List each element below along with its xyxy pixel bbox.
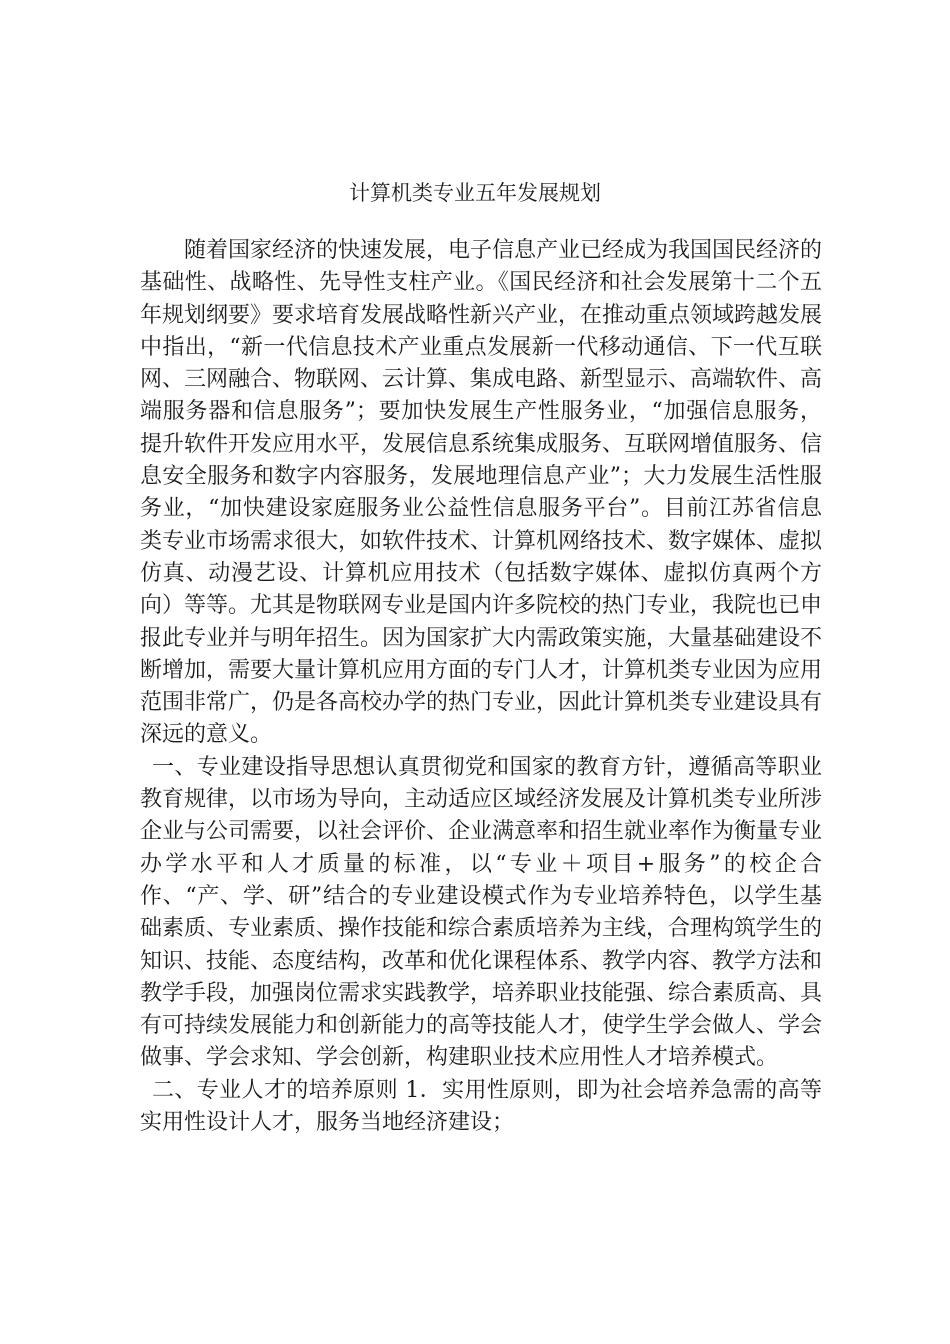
document-title: 计算机类专业五年发展规划	[349, 181, 601, 205]
guiding-ideology-paragraph: 一、专业建设指导思想认真贯彻党和国家的教育方针，遵循高等职业教育规律，以市场为导向，主动适应区域经济发展及计算机类专业所涉企业与公司需要，以社会评价、企业满意率和招生就业率作为衡量专业办学水平和人才质量的标准，以“专业＋项目+服务”的校企合作、“产、学、研”结合的专业建设模式作为专业培养特色，以学生基础素质、专业素质、操作技能和综合素质培养为主线，合理构筑学生的知识、技能、态度结构，改革和优化课程体系、教学内容、教学方法和教学手段，加强岗位需求实践教学，培养职业技能强、综合素质高、具有可持续发展能力和创新能力的高等技能人才，使学生学会做人、学会做事、学会求知、学会创新，构建职业技术应用性人才培养模式。	[140, 754, 823, 1071]
document-body	[140, 235, 822, 1139]
intro-paragraph: 随着国家经济的快速发展，电子信息产业已经成为我国国民经济的基础性、战略性、先导性支柱产业。《国民经济和社会发展第十二个五年规划纲要》要求培育发展战略性新兴产业，在推动重点领域跨越发展中指出，“新一代信息技术产业重点发展新一代移动通信、下一代互联网、三网融合、物联网、云计算、集成电路、新型显示、高端软件、高端服务器和信息服务”；要加快发展生产性服务业，“加强信息服务，提升软件开发应用水平，发展信息系统集成服务、互联网增值服务、信息安全服务和数字内容服务，发展地理信息产业”；大力发展生活性服务业，“加快建设家庭服务业公益性信息服务平台”。目前江苏省信息类专业市场需求很大，如软件技术、计算机网络技术、数字媒体、虚拟仿真、动漫艺设、计算机应用技术（包括数字媒体、虚拟仿真两个方向）等等。尤其是物联网专业是国内许多院校的热门专业，我院也已申报此专业并与明年招生。因为国家扩大内需政策实施，大量基础建设不断增加，需要大量计算机应用方面的专门人才，计算机类专业因为应用范围非常广，仍是各高校办学的热门专业，因此计算机类专业建设具有深远的意义。	[140, 238, 823, 748]
training-principles-paragraph: 二、专业人才的培养原则 1．实用性原则，即为社会培养急需的高等实用性设计人才，服务当地经济建设；	[140, 1077, 822, 1136]
